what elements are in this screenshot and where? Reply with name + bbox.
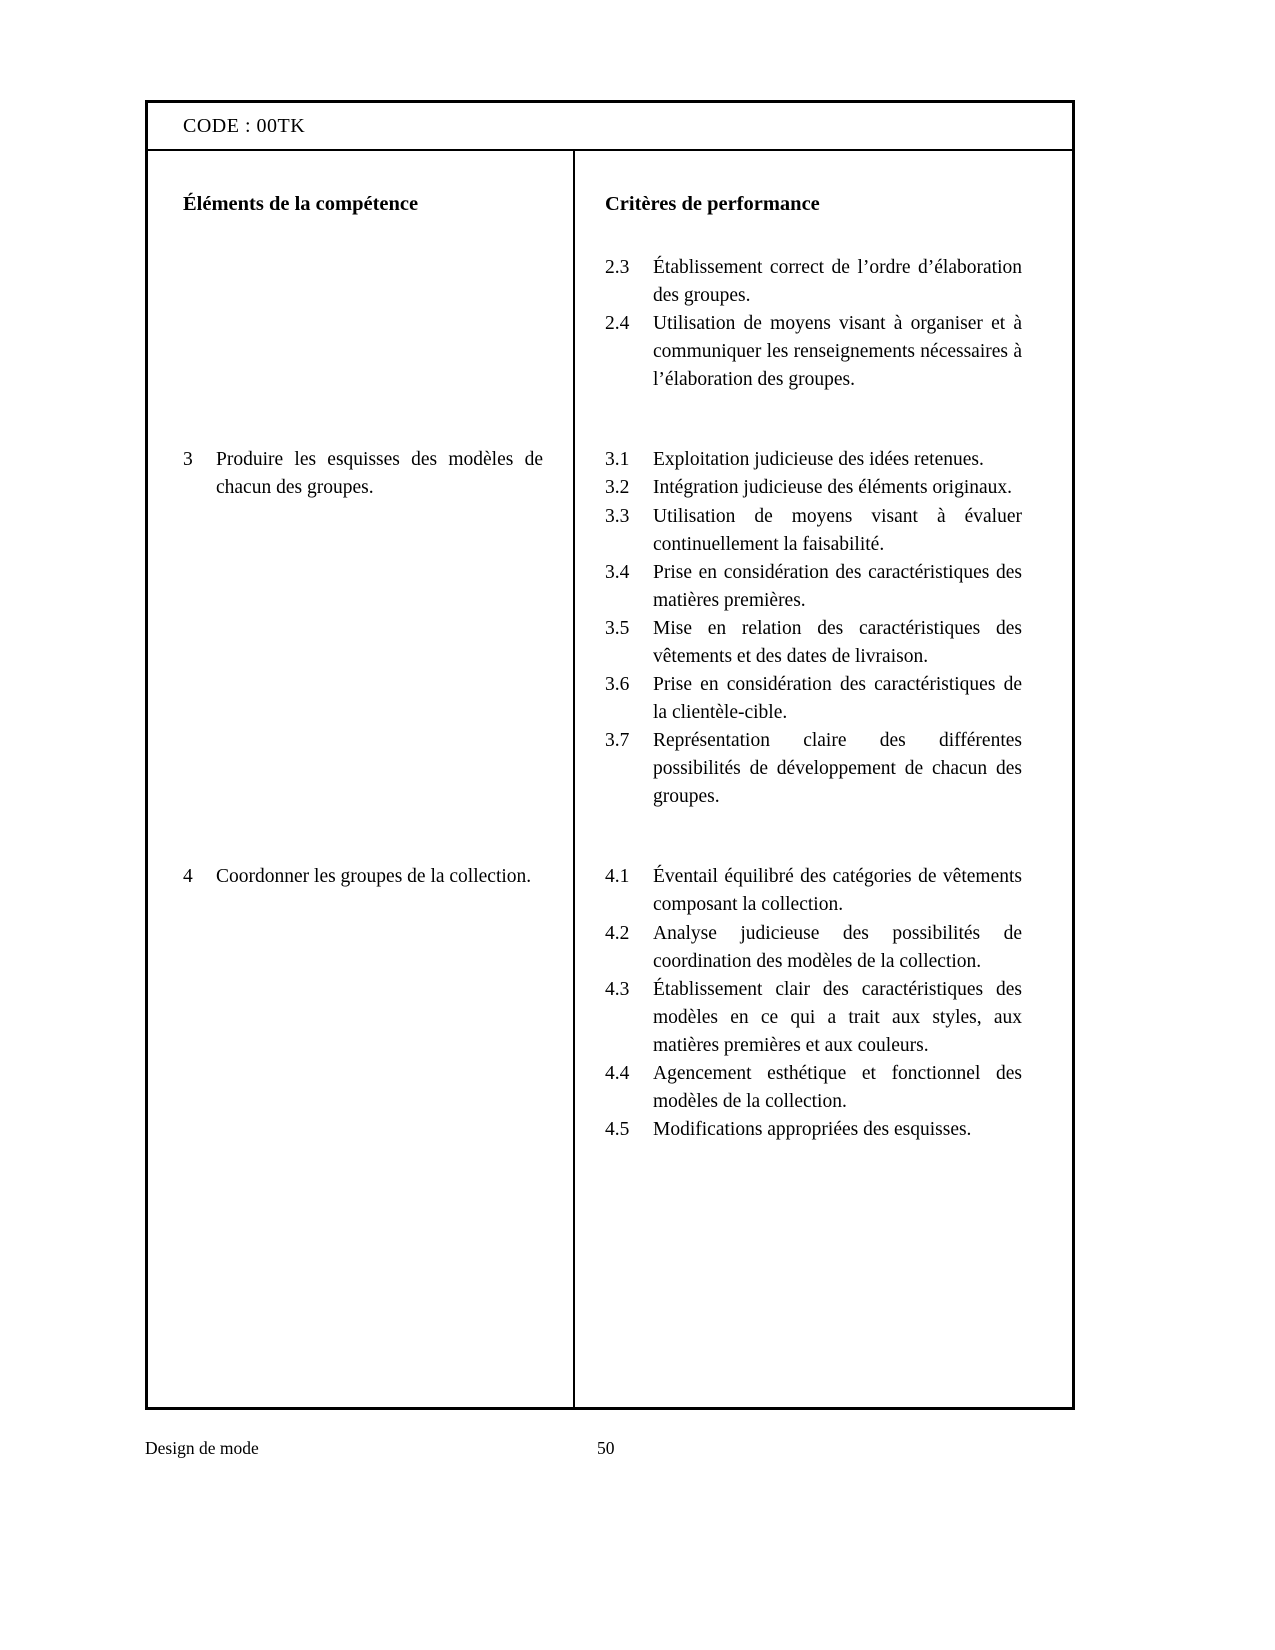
table-row bbox=[148, 446, 1072, 811]
criterion-text: Agencement esthétique et fonctionnel des modèles de la collection. bbox=[653, 1062, 1022, 1113]
criterion-number: 4.1 bbox=[605, 866, 630, 888]
criteria-cell bbox=[573, 446, 1072, 811]
criterion-text: Prise en considération des caractéristiques de la clientèle-cible. bbox=[653, 674, 1022, 724]
table-header-row bbox=[148, 193, 1072, 216]
element-cell bbox=[148, 446, 573, 811]
criteria-cell bbox=[573, 254, 1072, 394]
criterion-number: 4.3 bbox=[605, 978, 630, 1000]
criterion-item bbox=[605, 1116, 1022, 1144]
criterion-item bbox=[605, 671, 1022, 727]
criteria-cell bbox=[573, 863, 1072, 1144]
criterion-text: Exploitation judicieuse des idées retenues. bbox=[653, 449, 984, 471]
code-label: CODE : 00TK bbox=[183, 114, 306, 137]
element-text: Produire les esquisses des modèles de chacun des groupes. bbox=[216, 449, 543, 499]
criterion-text: Modifications appropriées des esquisses. bbox=[653, 1119, 972, 1141]
criterion-item bbox=[605, 976, 1022, 1060]
criterion-number: 3.7 bbox=[605, 730, 630, 752]
criterion-item bbox=[605, 503, 1022, 559]
footer-page-number: 50 bbox=[597, 1438, 615, 1458]
element-item bbox=[183, 446, 543, 502]
criterion-item bbox=[605, 615, 1022, 671]
criterion-number: 4.2 bbox=[605, 922, 630, 944]
criterion-item bbox=[605, 1060, 1022, 1116]
code-header bbox=[148, 103, 1072, 151]
criterion-number: 3.4 bbox=[605, 561, 630, 583]
criterion-number: 4.5 bbox=[605, 1119, 630, 1141]
element-number: 4 bbox=[183, 866, 193, 888]
element-cell bbox=[148, 863, 573, 1144]
criterion-number: 3.1 bbox=[605, 449, 630, 471]
criterion-text: Mise en relation des caractéristiques des vêtements et des dates de livraison. bbox=[653, 617, 1022, 667]
criterion-text: Utilisation de moyens visant à organiser et à communiquer les renseignements nécessaires à l’élaboration des groupes. bbox=[653, 313, 1022, 391]
criterion-item bbox=[605, 474, 1022, 502]
criterion-item bbox=[605, 310, 1022, 394]
criterion-item bbox=[605, 254, 1022, 310]
criterion-number: 2.3 bbox=[605, 257, 630, 278]
table-rows bbox=[148, 254, 1072, 1144]
element-item bbox=[183, 863, 543, 891]
page-border bbox=[145, 100, 1075, 1410]
criterion-number: 3.5 bbox=[605, 617, 630, 639]
criterion-number: 3.2 bbox=[605, 477, 630, 499]
criterion-item bbox=[605, 863, 1022, 919]
table-row bbox=[148, 254, 1072, 394]
column-divider bbox=[573, 151, 575, 1407]
criterion-number: 3.6 bbox=[605, 674, 630, 696]
criterion-text: Intégration judicieuse des éléments originaux. bbox=[653, 477, 1013, 499]
table-row bbox=[148, 863, 1072, 1144]
elements-column-header: Éléments de la compétence bbox=[183, 193, 419, 215]
criterion-item bbox=[605, 727, 1022, 811]
criterion-item bbox=[605, 920, 1022, 976]
criterion-item bbox=[605, 559, 1022, 615]
element-number: 3 bbox=[183, 449, 193, 471]
element-text: Coordonner les groupes de la collection. bbox=[216, 866, 532, 888]
criterion-text: Analyse judicieuse des possibilités de coordination des modèles de la collection. bbox=[653, 922, 1022, 972]
criterion-number: 3.3 bbox=[605, 505, 630, 527]
criterion-text: Établissement clair des caractéristiques des modèles en ce qui a trait aux styles, aux matières premières et aux couleurs. bbox=[653, 978, 1022, 1056]
criterion-number: 2.4 bbox=[605, 313, 630, 335]
criterion-item bbox=[605, 446, 1022, 474]
element-cell bbox=[148, 254, 573, 394]
table-content bbox=[148, 151, 1072, 1407]
criterion-text: Établissement correct de l’ordre d’élaboration des groupes. bbox=[653, 257, 1022, 307]
footer-document-title: Design de mode bbox=[145, 1438, 259, 1458]
criteria-column-header: Critères de performance bbox=[605, 193, 820, 215]
criterion-text: Représentation claire des différentes possibilités de développement de chacun des groupes. bbox=[653, 730, 1022, 808]
criterion-text: Prise en considération des caractéristiques des matières premières. bbox=[653, 561, 1022, 611]
criterion-text: Éventail équilibré des catégories de vêtements composant la collection. bbox=[653, 866, 1022, 916]
criterion-number: 4.4 bbox=[605, 1062, 630, 1084]
criterion-text: Utilisation de moyens visant à évaluer continuellement la faisabilité. bbox=[653, 505, 1022, 555]
